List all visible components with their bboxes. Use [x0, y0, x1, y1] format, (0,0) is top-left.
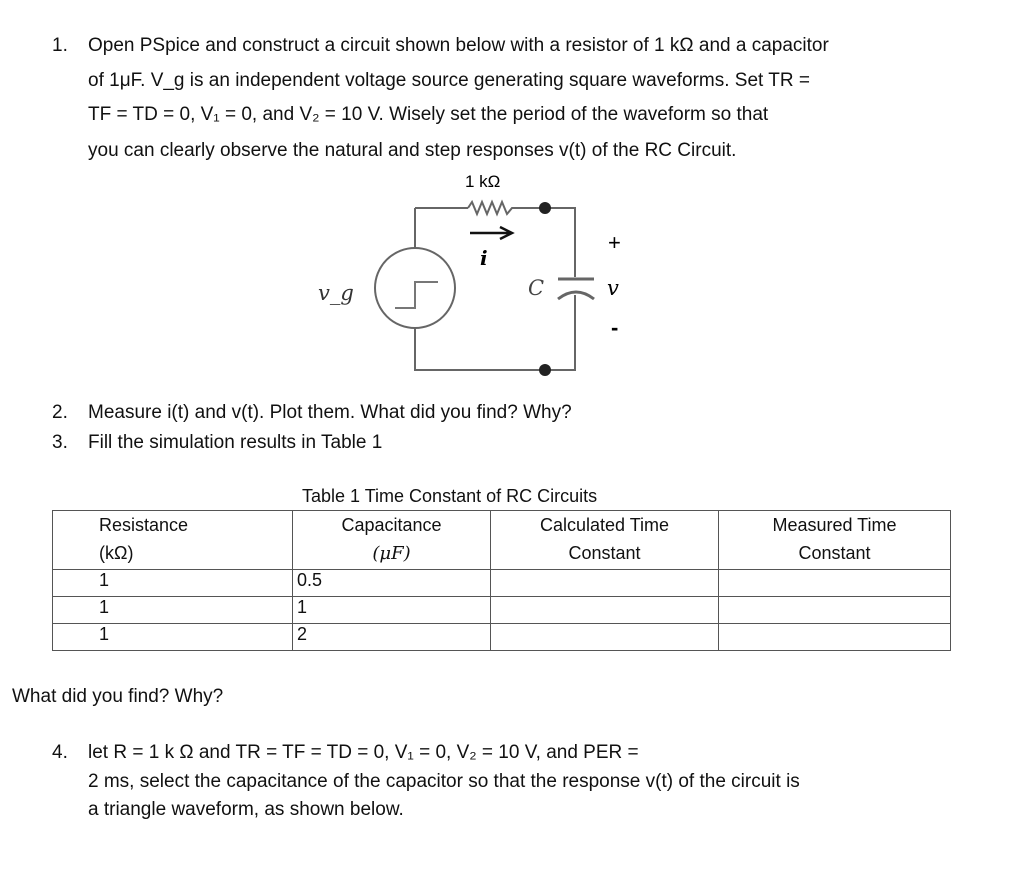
- q1-line-3: TF = TD = 0, V₁ = 0, and V₂ = 10 V. Wisely set the period of the waveform so that: [88, 104, 769, 125]
- measured-cell[interactable]: [719, 624, 951, 651]
- node-dot: [539, 364, 551, 376]
- q1-line-1: Open PSpice and construct a circuit shown below with a resistor of 1 kΩ and a capacitor: [88, 35, 829, 56]
- node-dot: [539, 202, 551, 214]
- q1-line-2: of 1μF. V_g is an independent voltage source generating square waveforms. Set TR =: [88, 70, 810, 91]
- q4-line-1: let R = 1 k Ω and TR = TF = TD = 0, V₁ = 0, V₂ = 10 V, and PER =: [88, 742, 639, 763]
- plus-sign: +: [608, 230, 621, 255]
- header-resistance: Resistance (kΩ): [53, 511, 293, 570]
- header-measured: Measured Time Constant: [719, 511, 951, 570]
- table-row: 1 2: [53, 624, 951, 651]
- voltage-label: v: [607, 276, 619, 300]
- q4-line-3: a triangle waveform, as shown below.: [88, 799, 404, 820]
- q3-number: 3.: [52, 432, 68, 453]
- header-capacitance: Capacitance (μF): [293, 511, 491, 570]
- q2-number: 2.: [52, 402, 68, 423]
- current-arrow-icon: [470, 227, 512, 239]
- header-calculated: Calculated Time Constant: [491, 511, 719, 570]
- q1-number: 1.: [52, 35, 68, 56]
- table-row: 1 1: [53, 597, 951, 624]
- q4-line-2: 2 ms, select the capacitance of the capacitor so that the response v(t) of the circuit is: [88, 771, 800, 792]
- resistor-label: 1 kΩ: [465, 172, 501, 191]
- q4-number: 4.: [52, 742, 68, 763]
- rc-circuit-diagram: [300, 165, 650, 385]
- measured-cell[interactable]: [719, 597, 951, 624]
- capacitor-label: C: [528, 276, 545, 300]
- q2-text: Measure i(t) and v(t). Plot them. What did you find? Why?: [88, 402, 572, 423]
- q3-text: Fill the simulation results in Table 1: [88, 432, 383, 453]
- resistor-symbol: [468, 202, 515, 214]
- calculated-cell[interactable]: [491, 624, 719, 651]
- table-row: 1 0.5: [53, 570, 951, 597]
- current-label: i: [480, 246, 488, 270]
- table-header-row: [53, 511, 951, 570]
- calculated-cell[interactable]: [491, 597, 719, 624]
- q1-line-4: you can clearly observe the natural and step responses v(t) of the RC Circuit.: [88, 140, 737, 161]
- find-prompt: What did you find? Why?: [12, 686, 224, 707]
- minus-sign: -: [611, 315, 619, 340]
- time-constant-table: [52, 510, 951, 651]
- measured-cell[interactable]: [719, 570, 951, 597]
- calculated-cell[interactable]: [491, 570, 719, 597]
- table-caption: Table 1 Time Constant of RC Circuits: [302, 486, 598, 506]
- source-label: v_g: [318, 281, 354, 305]
